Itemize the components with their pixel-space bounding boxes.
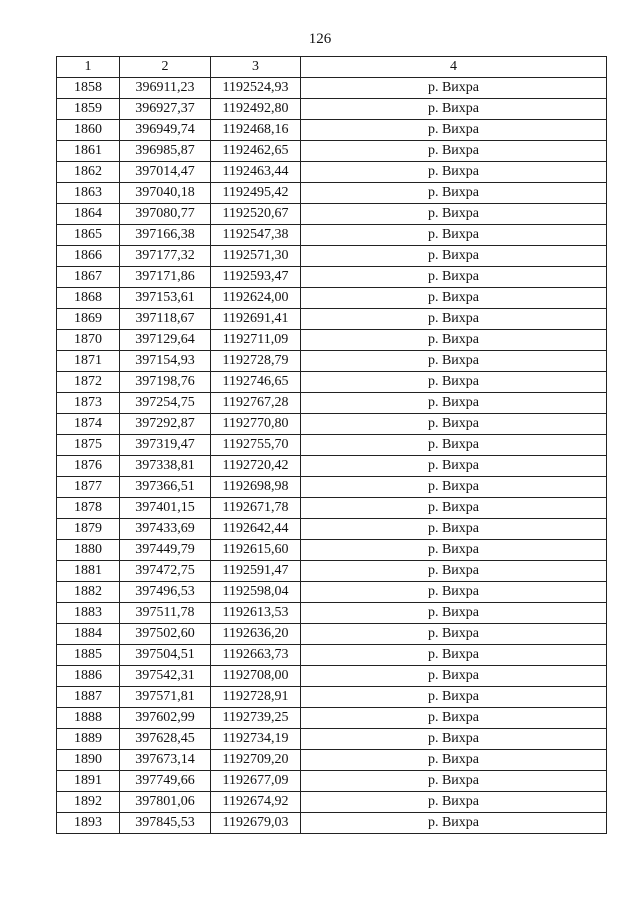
point-number-cell: 1892 [57, 792, 120, 813]
x-coordinate-cell: 397496,53 [120, 582, 211, 603]
description-cell: р. Вихра [301, 498, 607, 519]
header-row [57, 57, 607, 78]
table-row [57, 414, 607, 435]
description-cell: р. Вихра [301, 225, 607, 246]
point-number-cell: 1886 [57, 666, 120, 687]
y-coordinate-cell: 1192711,09 [211, 330, 301, 351]
point-number-cell: 1876 [57, 456, 120, 477]
x-coordinate-cell: 397080,77 [120, 204, 211, 225]
description-cell: р. Вихра [301, 162, 607, 183]
description-cell: р. Вихра [301, 246, 607, 267]
page-number: 126 [308, 31, 332, 47]
point-number-cell: 1860 [57, 120, 120, 141]
y-coordinate-cell: 1192734,19 [211, 729, 301, 750]
x-coordinate-cell: 397129,64 [120, 330, 211, 351]
y-coordinate-cell: 1192671,78 [211, 498, 301, 519]
x-coordinate-cell: 397449,79 [120, 540, 211, 561]
y-coordinate-cell: 1192709,20 [211, 750, 301, 771]
y-coordinate-cell: 1192547,38 [211, 225, 301, 246]
point-number-cell: 1880 [57, 540, 120, 561]
description-cell: р. Вихра [301, 435, 607, 456]
point-number-cell: 1872 [57, 372, 120, 393]
description-cell: р. Вихра [301, 351, 607, 372]
point-number-cell: 1889 [57, 729, 120, 750]
x-coordinate-cell: 397154,93 [120, 351, 211, 372]
table-row [57, 666, 607, 687]
y-coordinate-cell: 1192613,53 [211, 603, 301, 624]
x-coordinate-cell: 397571,81 [120, 687, 211, 708]
table-row [57, 141, 607, 162]
x-coordinate-cell: 397433,69 [120, 519, 211, 540]
description-cell: р. Вихра [301, 561, 607, 582]
description-cell: р. Вихра [301, 120, 607, 141]
x-coordinate-cell: 397118,67 [120, 309, 211, 330]
point-number-cell: 1861 [57, 141, 120, 162]
x-coordinate-cell: 397014,47 [120, 162, 211, 183]
point-number-cell: 1870 [57, 330, 120, 351]
x-coordinate-cell: 397401,15 [120, 498, 211, 519]
x-coordinate-cell: 396949,74 [120, 120, 211, 141]
y-coordinate-cell: 1192591,47 [211, 561, 301, 582]
x-coordinate-cell: 397171,86 [120, 267, 211, 288]
point-number-cell: 1887 [57, 687, 120, 708]
point-number-cell: 1878 [57, 498, 120, 519]
y-coordinate-cell: 1192767,28 [211, 393, 301, 414]
description-cell: р. Вихра [301, 99, 607, 120]
table-row [57, 813, 607, 834]
x-coordinate-cell: 397749,66 [120, 771, 211, 792]
x-coordinate-cell: 397502,60 [120, 624, 211, 645]
description-cell: р. Вихра [301, 414, 607, 435]
description-cell: р. Вихра [301, 603, 607, 624]
description-cell: р. Вихра [301, 792, 607, 813]
table-row [57, 435, 607, 456]
x-coordinate-cell: 397338,81 [120, 456, 211, 477]
y-coordinate-cell: 1192708,00 [211, 666, 301, 687]
y-coordinate-cell: 1192636,20 [211, 624, 301, 645]
table-row [57, 78, 607, 99]
y-coordinate-cell: 1192463,44 [211, 162, 301, 183]
table-row [57, 246, 607, 267]
y-coordinate-cell: 1192679,03 [211, 813, 301, 834]
table-row [57, 351, 607, 372]
table-row [57, 498, 607, 519]
table-row [57, 225, 607, 246]
description-cell: р. Вихра [301, 582, 607, 603]
x-coordinate-cell: 397177,32 [120, 246, 211, 267]
x-coordinate-cell: 397040,18 [120, 183, 211, 204]
table-row [57, 162, 607, 183]
description-cell: р. Вихра [301, 456, 607, 477]
table-row [57, 603, 607, 624]
y-coordinate-cell: 1192770,80 [211, 414, 301, 435]
description-cell: р. Вихра [301, 141, 607, 162]
point-number-cell: 1871 [57, 351, 120, 372]
x-coordinate-cell: 397504,51 [120, 645, 211, 666]
table-row [57, 330, 607, 351]
y-coordinate-cell: 1192468,16 [211, 120, 301, 141]
y-coordinate-cell: 1192720,42 [211, 456, 301, 477]
description-cell: р. Вихра [301, 540, 607, 561]
description-cell: р. Вихра [301, 267, 607, 288]
point-number-cell: 1873 [57, 393, 120, 414]
y-coordinate-cell: 1192663,73 [211, 645, 301, 666]
y-coordinate-cell: 1192462,65 [211, 141, 301, 162]
y-coordinate-cell: 1192624,00 [211, 288, 301, 309]
y-coordinate-cell: 1192524,93 [211, 78, 301, 99]
description-cell: р. Вихра [301, 309, 607, 330]
x-coordinate-cell: 397673,14 [120, 750, 211, 771]
description-cell: р. Вихра [301, 204, 607, 225]
point-number-cell: 1863 [57, 183, 120, 204]
description-cell: р. Вихра [301, 519, 607, 540]
table-body [57, 78, 607, 834]
y-coordinate-cell: 1192691,41 [211, 309, 301, 330]
table-row [57, 645, 607, 666]
table-row [57, 393, 607, 414]
description-cell: р. Вихра [301, 624, 607, 645]
point-number-cell: 1862 [57, 162, 120, 183]
description-cell: р. Вихра [301, 771, 607, 792]
x-coordinate-cell: 397153,61 [120, 288, 211, 309]
y-coordinate-cell: 1192492,80 [211, 99, 301, 120]
description-cell: р. Вихра [301, 477, 607, 498]
description-cell: р. Вихра [301, 372, 607, 393]
point-number-cell: 1867 [57, 267, 120, 288]
column-header-1: 1 [57, 57, 120, 78]
description-cell: р. Вихра [301, 288, 607, 309]
x-coordinate-cell: 397602,99 [120, 708, 211, 729]
table-row [57, 309, 607, 330]
description-cell: р. Вихра [301, 813, 607, 834]
point-number-cell: 1869 [57, 309, 120, 330]
table-row [57, 120, 607, 141]
table-row [57, 183, 607, 204]
point-number-cell: 1890 [57, 750, 120, 771]
y-coordinate-cell: 1192755,70 [211, 435, 301, 456]
y-coordinate-cell: 1192677,09 [211, 771, 301, 792]
point-number-cell: 1864 [57, 204, 120, 225]
point-number-cell: 1877 [57, 477, 120, 498]
point-number-cell: 1888 [57, 708, 120, 729]
point-number-cell: 1891 [57, 771, 120, 792]
description-cell: р. Вихра [301, 393, 607, 414]
x-coordinate-cell: 397319,47 [120, 435, 211, 456]
description-cell: р. Вихра [301, 708, 607, 729]
table-row [57, 582, 607, 603]
y-coordinate-cell: 1192674,92 [211, 792, 301, 813]
point-number-cell: 1874 [57, 414, 120, 435]
point-number-cell: 1884 [57, 624, 120, 645]
table-row [57, 372, 607, 393]
y-coordinate-cell: 1192739,25 [211, 708, 301, 729]
table-row [57, 519, 607, 540]
point-number-cell: 1893 [57, 813, 120, 834]
x-coordinate-cell: 397628,45 [120, 729, 211, 750]
x-coordinate-cell: 396911,23 [120, 78, 211, 99]
x-coordinate-cell: 397292,87 [120, 414, 211, 435]
description-cell: р. Вихра [301, 687, 607, 708]
table-row [57, 687, 607, 708]
table-row [57, 729, 607, 750]
point-number-cell: 1859 [57, 99, 120, 120]
table-row [57, 456, 607, 477]
table-row [57, 561, 607, 582]
x-coordinate-cell: 397254,75 [120, 393, 211, 414]
point-number-cell: 1885 [57, 645, 120, 666]
description-cell: р. Вихра [301, 78, 607, 99]
table-row [57, 99, 607, 120]
y-coordinate-cell: 1192728,91 [211, 687, 301, 708]
table-row [57, 792, 607, 813]
x-coordinate-cell: 397366,51 [120, 477, 211, 498]
table-row [57, 771, 607, 792]
x-coordinate-cell: 397845,53 [120, 813, 211, 834]
y-coordinate-cell: 1192520,67 [211, 204, 301, 225]
table-row [57, 750, 607, 771]
y-coordinate-cell: 1192598,04 [211, 582, 301, 603]
x-coordinate-cell: 396985,87 [120, 141, 211, 162]
x-coordinate-cell: 397542,31 [120, 666, 211, 687]
point-number-cell: 1875 [57, 435, 120, 456]
x-coordinate-cell: 396927,37 [120, 99, 211, 120]
description-cell: р. Вихра [301, 729, 607, 750]
description-cell: р. Вихра [301, 183, 607, 204]
y-coordinate-cell: 1192593,47 [211, 267, 301, 288]
table-row [57, 708, 607, 729]
y-coordinate-cell: 1192571,30 [211, 246, 301, 267]
y-coordinate-cell: 1192642,44 [211, 519, 301, 540]
table-row [57, 477, 607, 498]
table-header [57, 57, 607, 78]
table-row [57, 267, 607, 288]
column-header-3: 3 [211, 57, 301, 78]
x-coordinate-cell: 397198,76 [120, 372, 211, 393]
point-number-cell: 1866 [57, 246, 120, 267]
table-row [57, 540, 607, 561]
point-number-cell: 1879 [57, 519, 120, 540]
column-header-2: 2 [120, 57, 211, 78]
point-number-cell: 1883 [57, 603, 120, 624]
x-coordinate-cell: 397801,06 [120, 792, 211, 813]
coordinates-table [56, 56, 607, 834]
x-coordinate-cell: 397166,38 [120, 225, 211, 246]
x-coordinate-cell: 397472,75 [120, 561, 211, 582]
table-row [57, 624, 607, 645]
description-cell: р. Вихра [301, 330, 607, 351]
x-coordinate-cell: 397511,78 [120, 603, 211, 624]
point-number-cell: 1858 [57, 78, 120, 99]
y-coordinate-cell: 1192746,65 [211, 372, 301, 393]
point-number-cell: 1865 [57, 225, 120, 246]
y-coordinate-cell: 1192615,60 [211, 540, 301, 561]
point-number-cell: 1868 [57, 288, 120, 309]
description-cell: р. Вихра [301, 750, 607, 771]
y-coordinate-cell: 1192728,79 [211, 351, 301, 372]
description-cell: р. Вихра [301, 645, 607, 666]
point-number-cell: 1881 [57, 561, 120, 582]
column-header-4: 4 [301, 57, 607, 78]
y-coordinate-cell: 1192698,98 [211, 477, 301, 498]
table-row [57, 204, 607, 225]
table-row [57, 288, 607, 309]
y-coordinate-cell: 1192495,42 [211, 183, 301, 204]
description-cell: р. Вихра [301, 666, 607, 687]
point-number-cell: 1882 [57, 582, 120, 603]
